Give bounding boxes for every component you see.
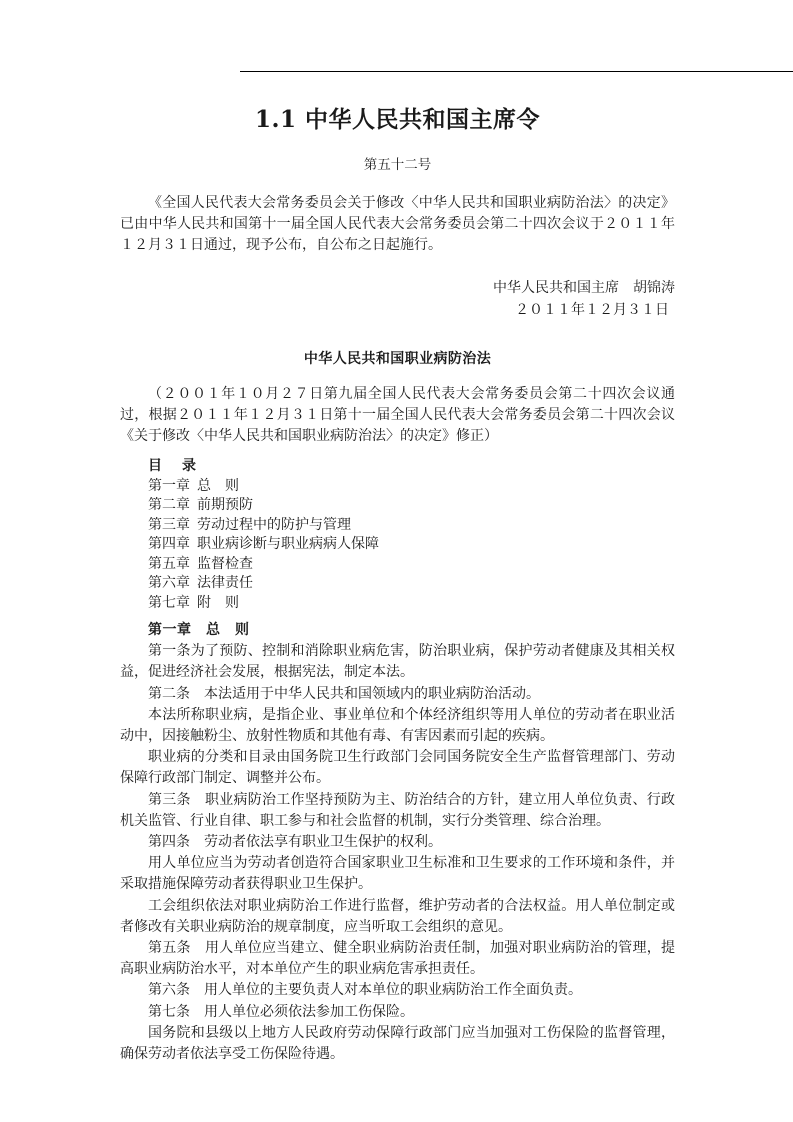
chapter-one-paragraph: 第七条 用人单位必须依法参加工伤保险。 [148,1003,414,1020]
toc-item-chapter-number: 第五章 [148,555,190,572]
toc-item-chapter-title: 职业病诊断与职业病病人保障 [197,536,379,552]
decree-number: 第五十二号 [363,157,432,173]
toc-item-chapter-number: 第二章 [148,497,190,513]
law-title: 中华人民共和国职业病防治法 [303,351,492,367]
toc-item-chapter-title: 劳动过程中的防护与管理 [197,516,351,533]
toc-item-chapter-number: 第七章 [148,594,190,611]
chapter-one-paragraph: 第二条 本法适用于中华人民共和国领域内的职业病防治活动。 [148,685,540,702]
signature-date: ２０１１年１２月３１日 [515,301,669,318]
signature-signer: 中华人民共和国主席 胡锦涛 [493,280,675,296]
toc-item-chapter-number: 第一章 [148,477,190,494]
page-title: 1.1 中华人民共和国主席令 [254,106,541,133]
toc-item-chapter-title: 附 则 [197,594,239,611]
chapter-one-paragraph: 第三条 职业病防治工作坚持预防为主、防治结合的方针，建立用人单位负责、行政机关监管、行业自律、职工参与和社会监督的机制，实行分类管理、综合治理。 [120,791,675,829]
toc-item-3[interactable] [148,516,675,536]
toc-item-chapter-number: 第三章 [148,516,190,533]
chapter-one-paragraph: 工会组织依法对职业病防治工作进行监督，维护劳动者的合法权益。用人单位制定或者修改有关职业病防治的规章制度，应当听取工会组织的意见。 [120,897,675,935]
toc-item-chapter-title: 监督检查 [197,555,253,572]
toc-item-chapter-title: 法律责任 [197,575,253,591]
toc-list [148,477,675,614]
chapter-one-paragraph: 第四条 劳动者依法享有职业卫生保护的权利。 [148,834,442,851]
toc-item-1[interactable] [148,477,675,497]
table-of-contents [148,457,675,613]
chapter-one-section [120,620,675,1065]
chapter-one-paragraph: 第一条为了预防、控制和消除职业病危害，防治职业病，保护劳动者健康及其相关权益，促进经济社会发展，根据宪法，制定本法。 [120,643,675,681]
chapter-one-paragraph: 用人单位应当为劳动者创造符合国家职业卫生标准和卫生要求的工作环境和条件，并采取措施保障劳动者获得职业卫生保护。 [120,855,675,893]
chapter-one-paragraph: 本法所称职业病，是指企业、事业单位和个体经济组织等用人单位的劳动者在职业活动中，因接触粉尘、放射性物质和其他有毒、有害因素而引起的疾病。 [120,706,675,745]
toc-item-chapter-title: 前期预防 [197,497,253,513]
enactment-note: （２００１年１０月２７日第九届全国人民代表大会常务委员会第二十四次会议通过，根据２０１１年１２月３１日第十一届全国人民代表大会常务委员会第二十四次会议《关于修改〈中华人民共和国职业病防治法〉的决定》修正） [120,386,675,445]
chapter-one-paragraph: 职业病的分类和目录由国务院卫生行政部门会同国务院安全生产监督管理部门、劳动保障行政部门制定、调整并公布。 [120,749,675,787]
toc-item-chapter-number: 第六章 [148,575,190,591]
signature-block [120,278,675,321]
header-divider-rule [240,71,793,72]
toc-item-chapter-title: 总 则 [197,477,239,494]
toc-item-6[interactable] [148,574,675,594]
toc-item-5[interactable] [148,555,675,575]
chapter-one-paragraph: 第五条 用人单位应当建立、健全职业病防治责任制，加强对职业病防治的管理，提高职业病防治水平，对本单位产生的职业病危害承担责任。 [120,940,675,978]
chapter-one-heading: 第一章 总 则 [148,622,250,638]
toc-heading: 目 录 [148,458,199,474]
chapter-one-body [120,641,675,1065]
decree-paragraph: 《全国人民代表大会常务委员会关于修改〈中华人民共和国职业病防治法〉的决定》已由中华人民共和国第十一届全国人民代表大会常务委员会第二十四次会议于２０１１年１２月３１日通过，现予公布，自公布之日起施行。 [120,195,675,254]
decree-body [120,193,675,257]
toc-item-chapter-number: 第四章 [148,536,190,552]
enactment-note-block [120,384,675,448]
chapter-one-paragraph: 第六条 用人单位的主要负责人对本单位的职业病防治工作全面负责。 [148,982,582,999]
toc-item-7[interactable] [148,594,675,614]
chapter-one-paragraph: 国务院和县级以上地方人民政府劳动保障行政部门应当加强对工伤保险的监督管理，确保劳动者依法享受工伤保险待遇。 [120,1024,675,1063]
toc-item-2[interactable] [148,496,675,516]
toc-item-4[interactable] [148,535,675,555]
